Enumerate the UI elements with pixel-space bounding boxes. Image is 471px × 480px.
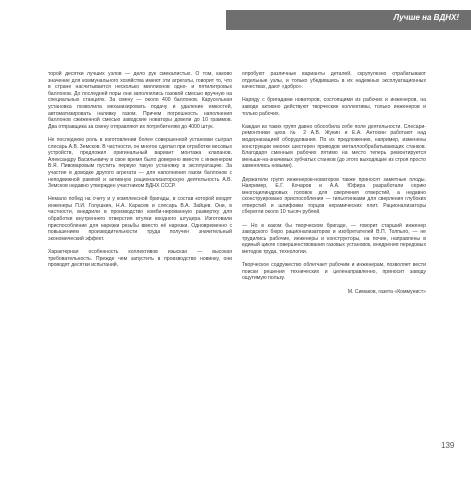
paragraph: — Но в каком бы творческом бригаде, — говорит старший инженер заводского бюро рационализаторов и изобретателей В.П. Толпыго, — не трудились рабочие, инженеры и конструкторы, на почин, направлены в единый цикле совершенствования газовых установок, внедрения передовых методов труда, технологии. <box>242 222 426 256</box>
page-number: 139 <box>441 441 455 450</box>
header-band <box>226 10 471 30</box>
paragraph: Не последнюю роль в изготовлении более совершенной установки сыграл слесарь А.В. Земсков. В частности, он многое сделал при отработке весовых устройств, предложил оригинальный вариант монтажа клапанов. Александру Васильевичу в свое время было доверено вместе с инженером В.Я. Пивоваровым пустить первую такую установку в эксплуатацию. За участие в доводке другого агрегата — для наполнения газом баллонов с неподвижной рампой и активную рационализаторскую деятельность А.В. Земсков недавно утвержден участником ВДНХ СССР. <box>48 136 232 190</box>
paragraph: Немало побед на счету и у комплексной бригады, в состав которой входят инженеры П.И. Голушкин, Н.А. Карасев и слесарь В.А. Зайцев. Они, в частности, внедрили в производство комби-нированную развертку для обработки внутреннего отверстия втулки входного штуцера. Изготовили приспособление для нарезки резьбы вместо её нарезки. Одновременно с повышением производительности труда получен значительный экономический эффект. <box>48 196 232 242</box>
right-column <box>242 71 426 302</box>
paragraph: Держатели групп инженеров-новаторов также приносят заметные плоды. Например, Е.Г. Кочаров и А.А. Юфира разработали серию многоцилиндровых головок для сверления отверстий, а недавно сконструировано приспособления — гильотинками для сверления глубоких отверстий и шлифовки торцов керамических плит. Рационализаторы сберегли около 10 тысяч рублей. <box>242 176 426 216</box>
paragraph: Характерная особенность коллективов изыскан — высокая требовательность. Прежде чем запустить в производство новинку, они проводят десятки испытаний, <box>48 249 232 269</box>
running-header-title: Лучше на ВДНХ! <box>393 13 459 22</box>
left-column <box>48 71 232 275</box>
paragraph: Каждая из таких групп давно обособила себе поле деятельности. Слесари-ремонтники цеха № 2 А.В. Жукин и Е.А. Антохин работают над модернизацией оборудования. По их предложению, например, изменены конструкции многих шестерен приводов металлообрабатывающих станков. Благодаря сменным рабочих пятимо на место теперь ремонтируется меньше-на-значимых зубчатых станков (до этого выходящие из строя просто заменялись новыми). <box>242 123 426 170</box>
signature: М. Симаков, газета «Коммунист» <box>347 288 426 295</box>
paragraph: Наряду с бригадами новаторов, состоящими из рабочих и инженеров, на заводе активно действуют творческие коллективы, только инженеров и только рабочих. <box>242 97 426 117</box>
paragraph: Творческое содружество облегчает рабочим и инженерам, позволяет вести поиски решения технических и целенаправленно, приносит заводу ощутимую пользу. <box>242 262 426 282</box>
paragraph: торой десятки лучших узлов — дело рук смекалистых. О том, каково значение для коммунального хозяйства имеют эти агрегаты, говорит то, что в стране насчитывается несколько миллионов одно- и пятилитровых баллонов. До последней поры они заполнялись газовой смесью вручную на специальных станциях. За смену — около 400 баллонов. Карусельная установка позволила механизировать подачу и удаление емкостей, автоматизировать наливку газом. Причем погрешность наполнения баллонов сжиженной смесью заводские новаторы довели до 10 граммов. Два отправщика за смену отправляют их потребителям до 4000 штук. <box>48 71 232 130</box>
paragraph: опробуют различные варианты деталей, скрупулезно отрабатывают отдельные узлы, и только убедившись в их надежных эксплуатационных качествах, дают «добро». <box>242 71 426 91</box>
